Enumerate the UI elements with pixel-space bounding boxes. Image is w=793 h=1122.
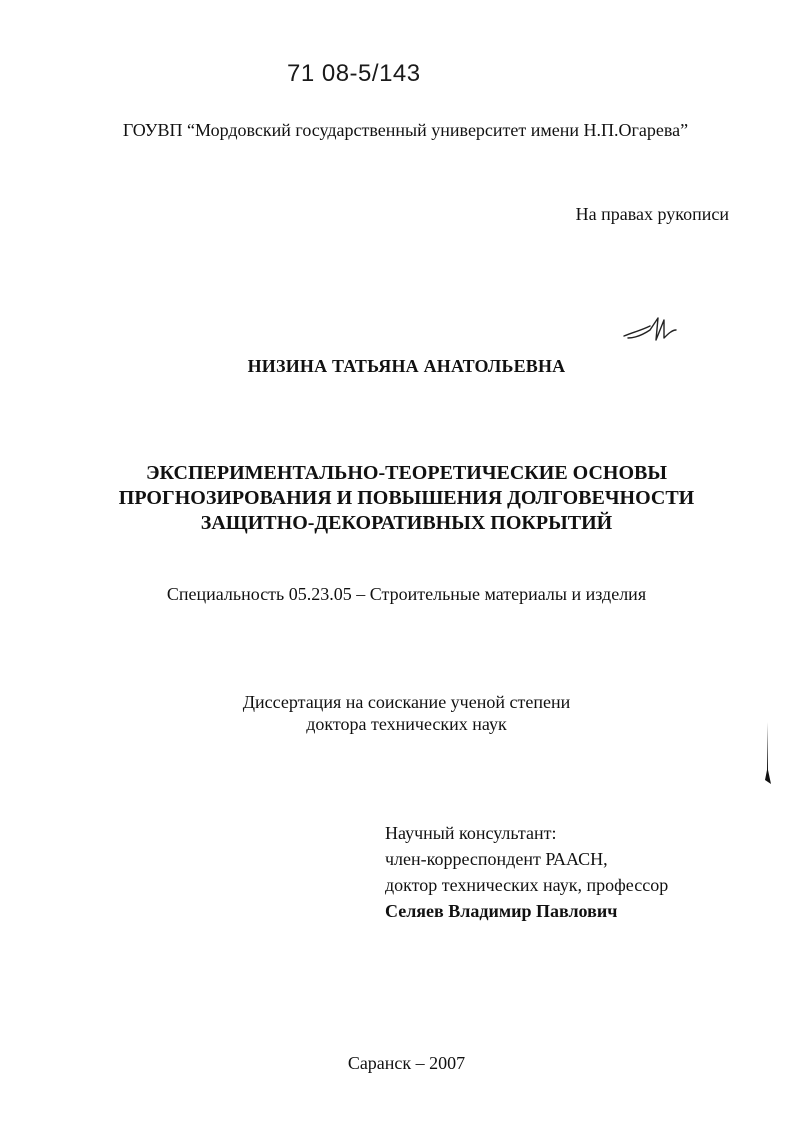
degree-statement [0,691,793,735]
scientific-consultant-block [385,820,668,924]
manuscript-rights-note: На правах рукописи [575,204,729,224]
title-line: ПРОГНОЗИРОВАНИЯ И ПОВЫШЕНИЯ ДОЛГОВЕЧНОСТИ [118,487,695,509]
institution-name: ГОУВП “Мордовский государственный университет имени Н.П.Огарева” [122,120,689,140]
degree-line: Диссертация на соискание ученой степени [242,692,571,712]
consultant-label: Научный консультант: [385,823,557,843]
dissertation-title [0,461,793,536]
author-name: НИЗИНА ТАТЬЯНА АНАТОЛЬЕВНА [247,356,566,376]
specialty-line: Специальность 05.23.05 – Строительные материалы и изделия [166,584,647,604]
consultant-name: Селяев Владимир Павлович [385,901,618,921]
scan-edge-mark-icon [764,722,772,784]
signature-icon [620,312,680,346]
catalog-number: 71 08-5/143 [287,60,421,87]
consultant-position: член-корреспондент РААСН, [385,849,608,869]
consultant-degree: доктор технических наук, профессор [385,875,669,895]
title-line: ЗАЩИТНО-ДЕКОРАТИВНЫХ ПОКРЫТИЙ [200,512,613,534]
city-year: Саранск – 2007 [347,1053,466,1073]
degree-line: доктора технических наук [306,714,507,734]
title-line: ЭКСПЕРИМЕНТАЛЬНО-ТЕОРЕТИЧЕСКИЕ ОСНОВЫ [145,462,668,484]
